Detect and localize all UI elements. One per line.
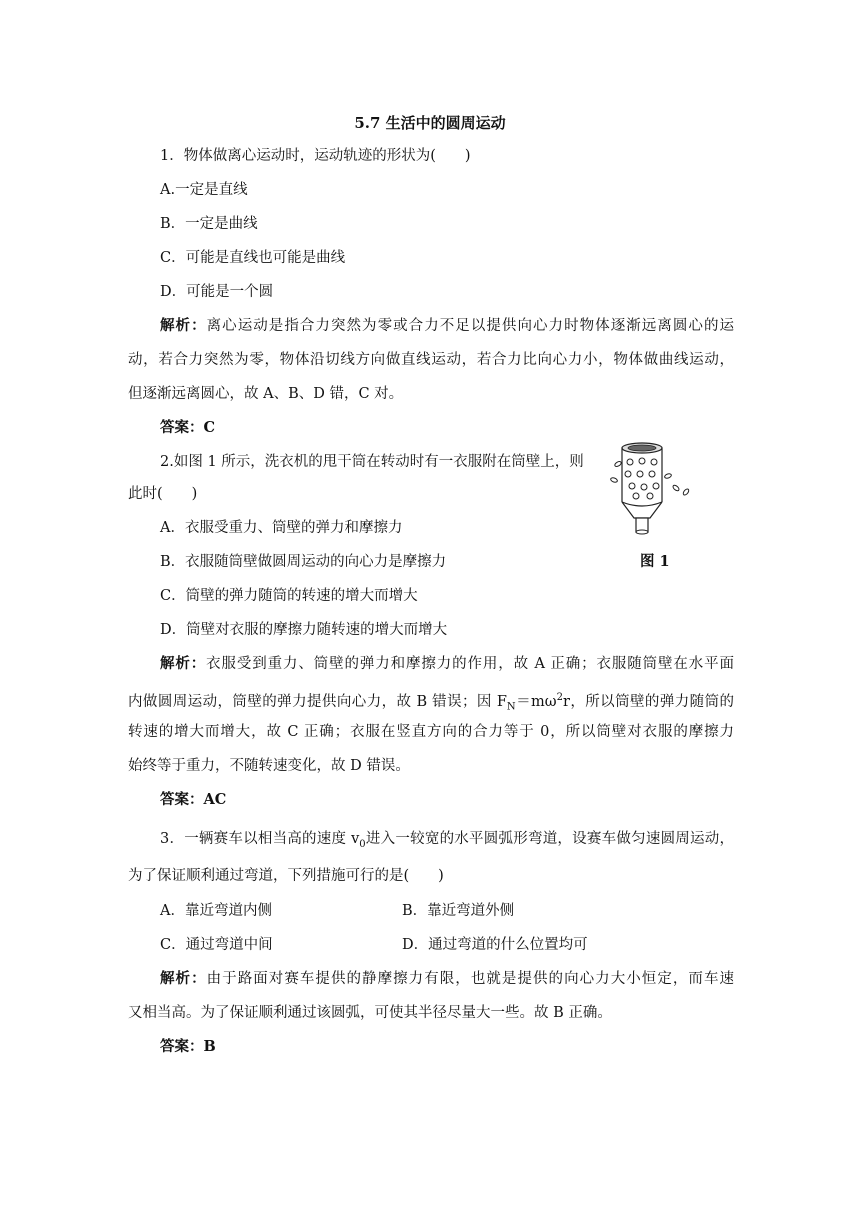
q2-option-b: B．衣服随筒壁做圆周运动的向心力是摩擦力	[160, 554, 447, 570]
q2-stem-line-2: 此时( )	[128, 486, 198, 502]
q2-analysis-line-1: 解析：衣服受到重力、筒壁的弹力和摩擦力的作用，故 A 正确；衣服随筒壁在水平面	[160, 655, 735, 672]
q1-option-a: A.一定是直线	[160, 182, 248, 198]
q3-option-c: C．通过弯道中间	[160, 937, 273, 953]
q3-stem-line-1: 3．一辆赛车以相当高的速度 $v_0$进入一较宽的水平圆弧形弯道，设赛车做匀速圆周运动，	[160, 831, 734, 850]
page-title: 5.7 生活中的圆周运动	[354, 114, 506, 132]
q1-stem: 1．物体做离心运动时，运动轨迹的形状为( )	[160, 148, 471, 164]
q1-option-b: B．一定是曲线	[160, 216, 258, 232]
q3-option-d: D．通过弯道的什么位置均可	[402, 937, 588, 953]
q1-option-c: C．可能是直线也可能是曲线	[160, 250, 346, 266]
q3-analysis-line-2: 又相当高。为了保证顺利通过该圆弧，可使其半径尽量大一些。故 B 正确。	[128, 1005, 612, 1021]
q2-stem-line-1: 2.如图 1 所示，洗衣机的甩干筒在转动时有一衣服附在筒壁上，则	[160, 454, 584, 470]
q2-analysis-label: 解析：	[160, 655, 207, 672]
q3-option-a: A．靠近弯道内侧	[160, 903, 272, 919]
q2-analysis-line-3: 转速的增大而增大，故 C 正确；衣服在竖直方向的合力等于 0，所以筒壁对衣服的摩擦力	[128, 724, 734, 740]
q3-stem-line-2: 为了保证顺利通过弯道，下列措施可行的是( )	[128, 868, 444, 884]
q2-option-a: A．衣服受重力、筒壁的弹力和摩擦力	[160, 520, 403, 536]
q2-option-d: D．筒壁对衣服的摩擦力随转速的增大而增大	[160, 622, 448, 638]
q1-analysis-line-2: 动，若合力突然为零，物体沿切线方向做直线运动，若合力比向心力小，物体做曲线运动，	[128, 352, 734, 368]
q2-analysis-line-2: 内做圆周运动，筒壁的弹力提供向心力，故 B 错误；因 $F_N=m\omega^2r$，所以筒壁的弹力随筒的	[128, 692, 735, 713]
q1-answer: 答案：C	[160, 419, 216, 436]
q3-analysis-label: 解析：	[160, 970, 207, 987]
q3-analysis-line-1: 解析：由于路面对赛车提供的静摩擦力有限，也就是提供的向心力大小恒定，而车速	[160, 970, 734, 987]
q3-option-b: B．靠近弯道外侧	[402, 903, 515, 919]
q2-answer: 答案：AC	[160, 791, 227, 808]
q1-analysis-line-1: 解析：离心运动是指合力突然为零或合力不足以提供向心力时物体逐渐远离圆心的运	[160, 317, 734, 334]
q1-analysis-label: 解析：	[160, 317, 207, 334]
washing-machine-drum-figure	[606, 436, 702, 546]
q2-option-c: C．筒壁的弹力随筒的转速的增大而增大	[160, 588, 418, 604]
q2-analysis-line-4: 始终等于重力，不随转速变化，故 D 错误。	[128, 758, 410, 774]
q1-analysis-line-3: 但逐渐远离圆心，故 A、B、D 错，C 对。	[128, 386, 404, 402]
q3-answer: 答案：B	[160, 1038, 216, 1055]
q1-option-d: D．可能是一个圆	[160, 284, 274, 300]
figure-caption: 图 1	[640, 553, 670, 570]
